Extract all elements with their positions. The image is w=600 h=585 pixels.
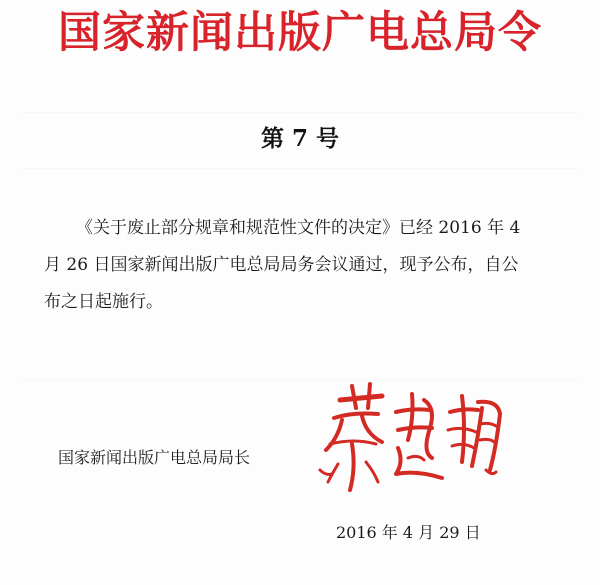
signer-title: 国家新闻出版广电总局局长	[58, 448, 251, 467]
paragraph-line: 月 26 日国家新闻出版广电总局局务会议通过，现予公布，自公	[44, 255, 519, 275]
document-header-title: 国家新闻出版广电总局令	[58, 8, 542, 58]
divider	[20, 168, 580, 169]
handwritten-signature	[312, 378, 508, 508]
decision-paragraph	[44, 210, 582, 321]
signing-date: 2016 年 4 月 29 日	[336, 523, 481, 542]
signature-image	[312, 378, 508, 508]
order-number: 第 7 号	[260, 125, 340, 152]
paragraph-line: 布之日起施行。	[44, 292, 163, 312]
divider	[20, 112, 580, 113]
paragraph-line: 《关于废止部分规章和规范性文件的决定》已经 2016 年 4	[76, 218, 521, 238]
